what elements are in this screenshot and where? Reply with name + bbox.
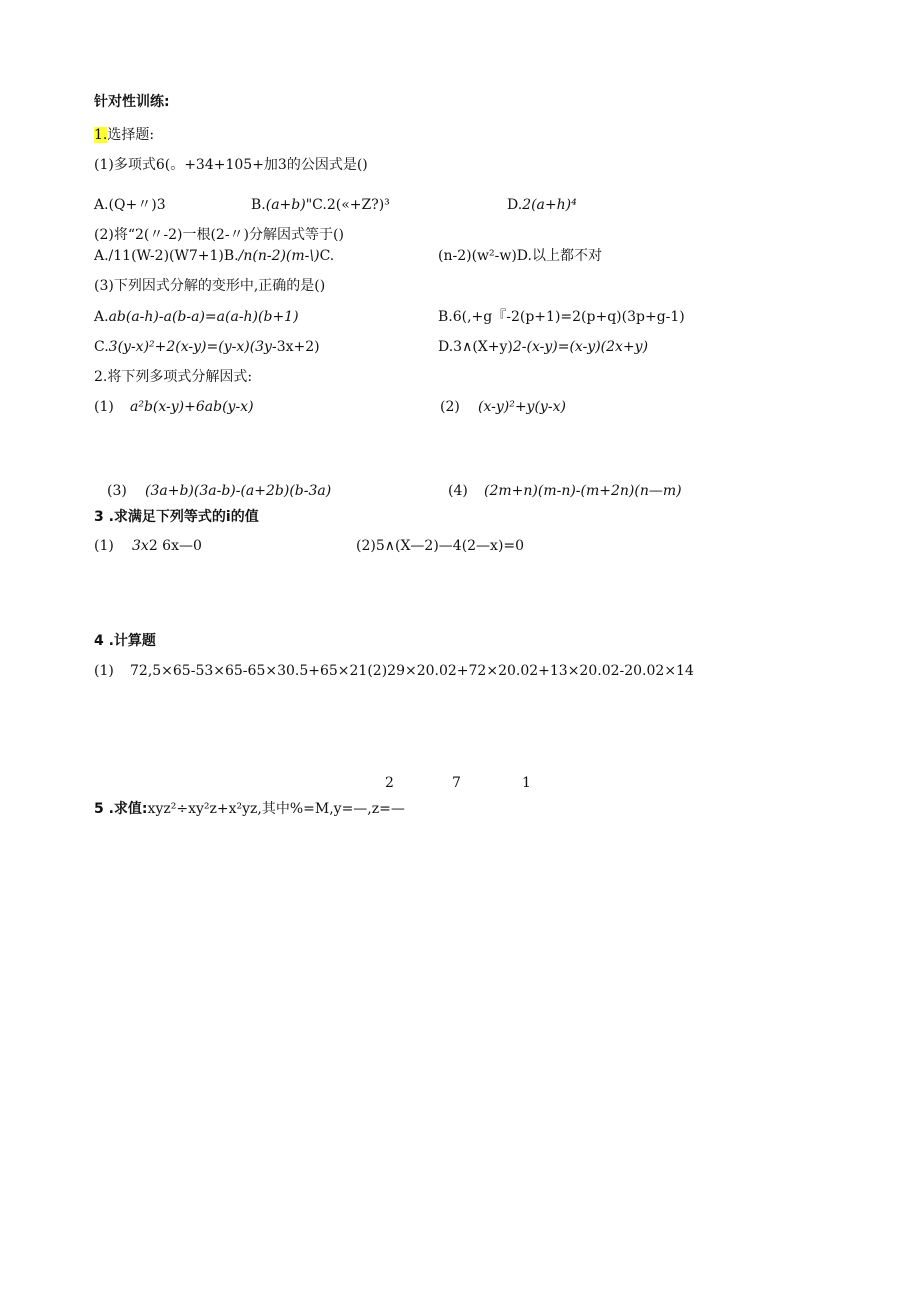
question-4-title: 4 .计算题 (94, 633, 156, 649)
fraction-numerator-1: 2 (385, 775, 394, 791)
q2-part2-expression: (x-y)²+y(y-x) (478, 399, 566, 415)
q1-part1-stem: (1)多项式6(。+34+105+加3的公因式是() (94, 157, 368, 173)
q4-part1-label: (1) (94, 663, 114, 679)
q2-part2-label: (2) (440, 399, 460, 415)
q1-part1-option-a: A.(Q+〃)3 (94, 197, 166, 213)
q3-part1-expression: 3x2 6x—0 (132, 538, 202, 554)
q1-part3-option-b: B.6(,+g『-2(p+1)=2(p+q)(3p+g-1) (438, 309, 685, 325)
question-5 (94, 800, 405, 818)
q3-part2: (2)5∧(X—2)—4(2—x)=0 (356, 538, 525, 554)
question-2-title: 2.将下列多项式分解因式: (94, 369, 253, 385)
question-1-title: 选择题: (107, 127, 155, 143)
fraction-numerator-2: 7 (452, 775, 461, 791)
q1-part3-option-a: A.ab(a-h)-a(b-a)=a(a-h)(b+1) (94, 309, 299, 325)
q2-part4-expression: (2m+n)(m-n)-(m+2n)(n—m) (484, 483, 682, 499)
question-5-expression: xyz²÷xy²z+x²yz,其中%=M,y=—,z=— (147, 801, 405, 817)
section-heading: 针对性训练: (94, 94, 170, 110)
q1-part2-options-ab: A./11(W-2)(W7+1)B./n(n-2)(m-\)C. (94, 248, 335, 264)
question-5-title: 5 .求值: (94, 801, 148, 817)
q2-part3-expression: (3a+b)(3a-b)-(a+2b)(b-3a) (145, 483, 332, 499)
question-3-title: 3 .求满足下列等式的i的值 (94, 509, 259, 525)
fraction-numerator-3: 1 (522, 775, 531, 791)
q2-part1-label: (1) (94, 399, 114, 415)
q1-part1-option-b: B.(a+b)"C.2(«+Z?)³ (251, 197, 390, 213)
q1-part3-stem: (3)下列因式分解的变形中,正确的是() (94, 278, 326, 294)
q1-part1-option-d: D.2(a+h)⁴ (507, 197, 577, 213)
q1-part3-option-d: D.3∧(X+y)2-(x-y)=(x-y)(2x+y) (438, 339, 649, 355)
q2-part3-label: (3) (107, 483, 127, 499)
question-1-header (94, 126, 154, 144)
q3-part1-label: (1) (94, 538, 114, 554)
highlighted-number: 1. (94, 127, 108, 143)
q4-expression: 72,5×65-53×65-65×30.5+65×21(2)29×20.02+72×20.02+13×20.02-20.02×14 (130, 663, 694, 679)
q1-part3-option-c: C.3(y-x)²+2(x-y)=(y-x)(3y-3x+2) (94, 339, 320, 355)
q1-part2-options-cd: (n-2)(w²-w)D.以上都不对 (438, 248, 602, 264)
q1-part2-stem: (2)将“2(〃-2)一根(2-〃)分解因式等于() (94, 227, 344, 243)
q2-part1-expression: a²b(x-y)+6ab(y-x) (130, 399, 254, 415)
q2-part4-label: (4) (448, 483, 468, 499)
